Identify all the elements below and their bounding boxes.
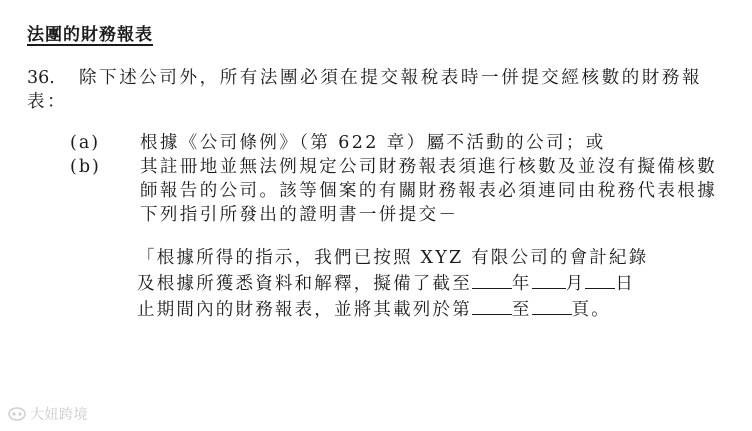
list-item-label: (a) [70,133,101,153]
label-year: 年 [511,274,532,294]
label-to: 至 [511,300,532,320]
quote-line-1-text: 「根據所得的指示，我們已按照 XYZ 有限公司的會計紀錄 [137,248,649,268]
paragraph-text: 除下述公司外，所有法團必須在提交報稅表時一併提交經核數的財務報表： [27,68,703,112]
label-month: 月 [565,274,586,294]
certificate-quote [137,245,697,323]
list-item-label: (b) [70,157,101,177]
blank-page-start [472,299,512,315]
list-item-text: 其註冊地並無法例規定公司財務報表須進行核數及並沒有擬備核數師報告的公司。該等個案的有關財務報表必須連同由稅務代表根據下列指引所發出的證明書一併提交－ [140,157,718,225]
blank-page-end [532,299,572,315]
blank-day [585,273,615,289]
blank-month [532,273,566,289]
paragraph-36 [27,66,727,114]
watermark-logo-icon [8,407,26,421]
label-day: 日 [615,274,636,294]
quote-line-3 [137,297,697,323]
label-page: 頁。 [571,300,612,320]
watermark [8,404,88,424]
blank-year [472,273,512,289]
section-heading: 法團的財務報表 [27,25,153,45]
quote-line-1 [137,245,697,271]
list-item-text: 根據《公司條例》（第 622 章）屬不活動的公司；或 [140,133,606,153]
quote-line-2 [137,271,697,297]
paragraph-number: 36. [27,68,55,88]
quote-line-2-text: 及根據所獲悉資料和解釋，擬備了截至 [137,274,472,294]
watermark-text: 大妞跨境 [30,407,88,423]
quote-line-3-text: 止期間內的財務報表，並將其載列於第 [137,300,472,320]
